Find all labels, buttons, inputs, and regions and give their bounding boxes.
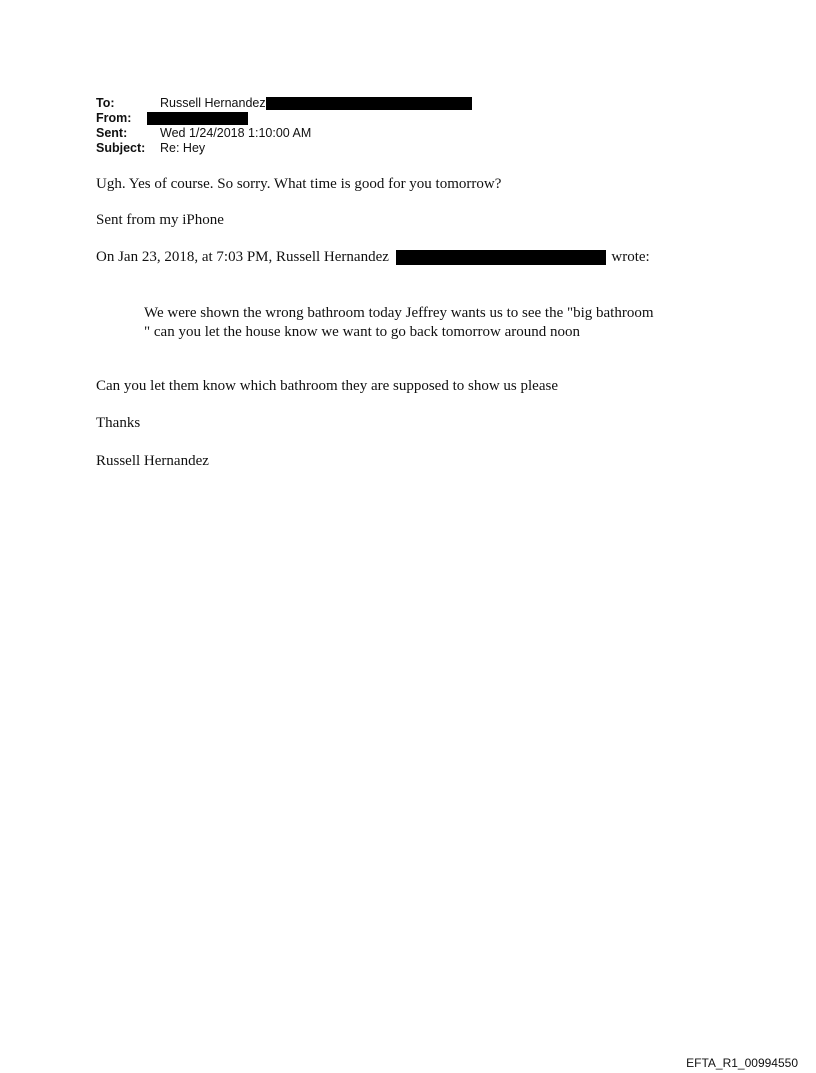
sent-row [96, 126, 472, 141]
redaction-box [396, 250, 606, 265]
sent-label: Sent: [96, 126, 128, 140]
quoted-message: We were shown the wrong bathroom today Jeffrey wants us to see the "big bathroom " can you let the house know we want to go back tomorrow around noon [144, 305, 654, 340]
attribution-line [96, 248, 650, 267]
to-value: Russell Hernandez [160, 96, 266, 110]
attribution-prefix: On Jan 23, 2018, at 7:03 PM, Russell Hernandez [96, 249, 389, 265]
redaction-box [266, 97, 472, 110]
thanks-text: Thanks [96, 415, 141, 431]
sent-value: Wed 1/24/2018 1:10:00 AM [160, 126, 312, 140]
sender-name: Russell Hernandez [96, 453, 209, 469]
document-id: EFTA_R1_00994550 [686, 1056, 798, 1070]
to-row [96, 96, 472, 111]
to-label: To: [96, 96, 115, 110]
attribution-suffix: wrote: [611, 249, 650, 265]
from-row [96, 111, 472, 126]
from-label: From: [96, 111, 132, 125]
request-text: Can you let them know which bathroom they are supposed to show us please [96, 378, 558, 394]
reply-text: Ugh. Yes of course. So sorry. What time is good for you tomorrow? [96, 176, 502, 192]
subject-label: Subject: [96, 141, 146, 155]
subject-row [96, 141, 472, 156]
signature-text: Sent from my iPhone [96, 212, 224, 228]
subject-value: Re: Hey [160, 141, 206, 155]
email-header [96, 96, 472, 156]
redaction-box [147, 112, 248, 125]
